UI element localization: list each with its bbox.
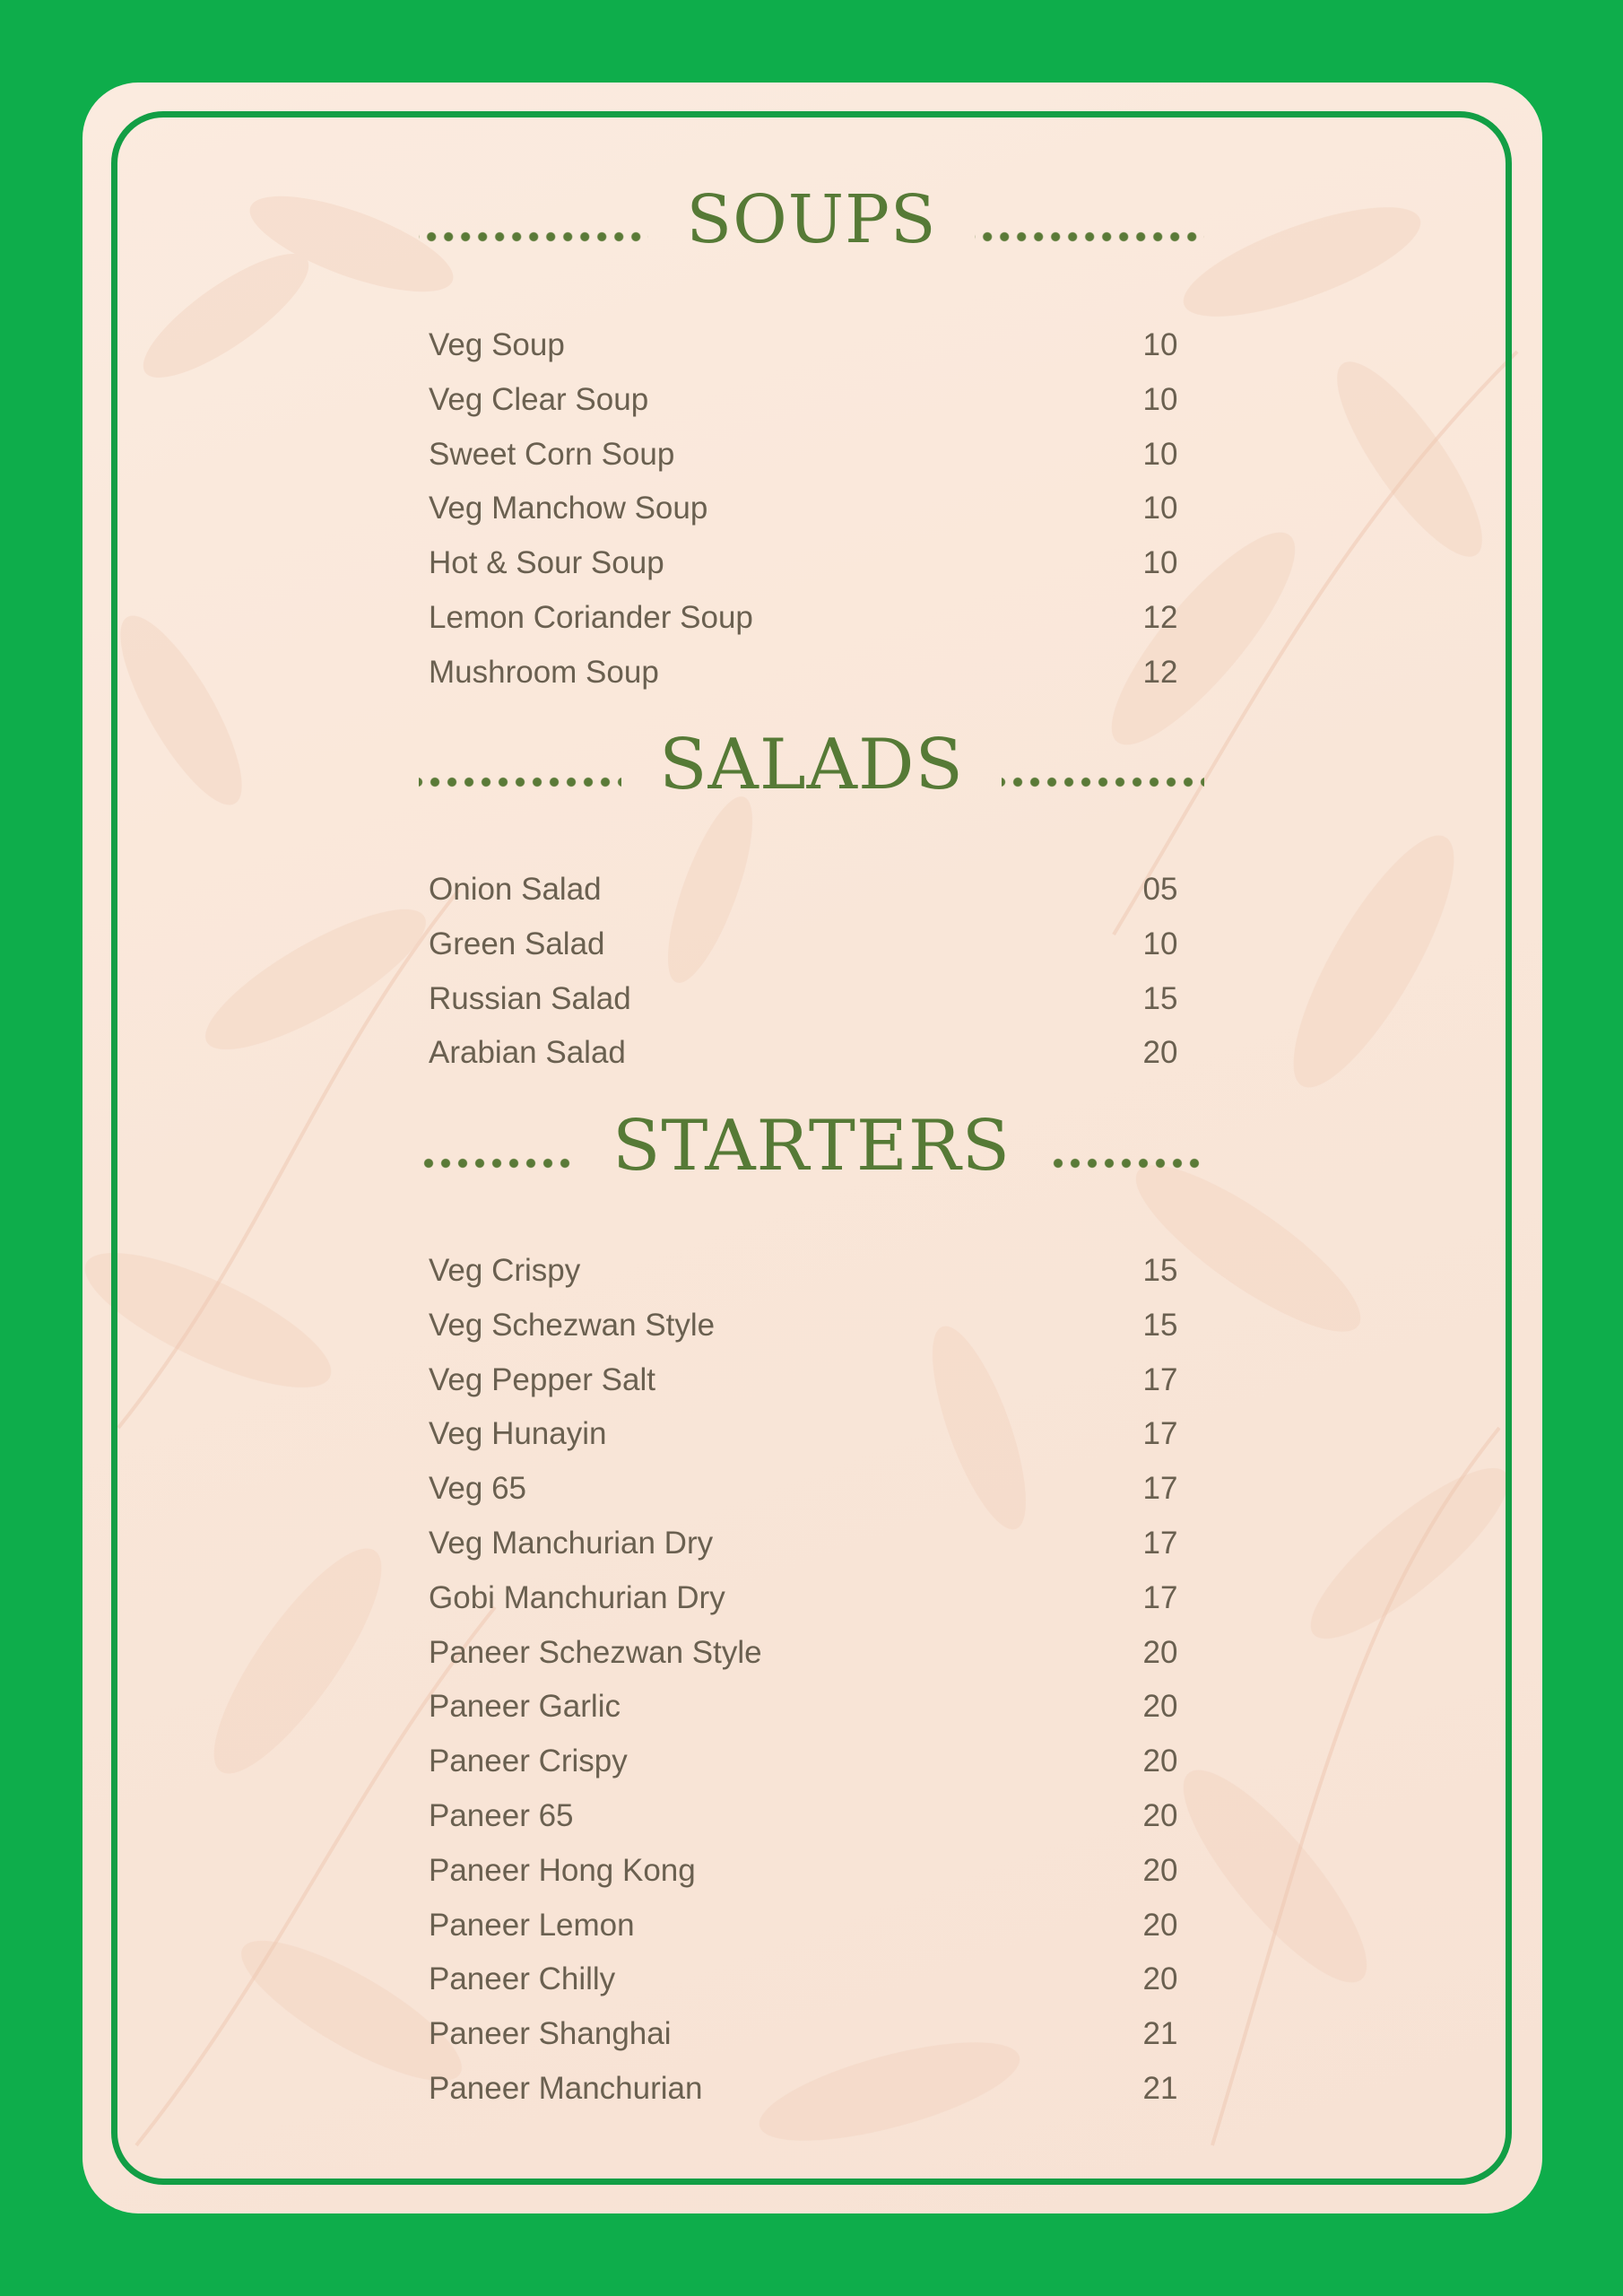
menu-item — [423, 2062, 1196, 2117]
item-price: 20 — [1142, 1852, 1178, 1888]
menu-item — [423, 318, 1196, 373]
soups-heading — [419, 179, 1204, 260]
item-price: 15 — [1142, 1253, 1178, 1288]
item-name: Veg Manchow Soup — [429, 491, 708, 526]
item-price: 15 — [1142, 1307, 1178, 1343]
menu-item — [423, 373, 1196, 428]
section-title-starters: STARTERS — [612, 1106, 1011, 1187]
item-price: 20 — [1142, 1797, 1178, 1833]
item-price: 20 — [1142, 1634, 1178, 1670]
item-name: Sweet Corn Soup — [429, 436, 675, 472]
item-price: 20 — [1142, 1744, 1178, 1779]
menu-item — [423, 863, 1196, 918]
starters-list — [423, 1244, 1196, 2117]
item-name: Veg Soup — [429, 327, 565, 362]
soups-list — [423, 318, 1196, 700]
item-name: Green Salad — [429, 926, 605, 961]
menu-item — [423, 1680, 1196, 1735]
item-name: Paneer Manchurian — [429, 2070, 703, 2106]
menu-item — [423, 918, 1196, 972]
item-price: 17 — [1142, 1416, 1178, 1452]
heading-dots-left — [419, 230, 648, 243]
item-price: 12 — [1142, 599, 1178, 635]
menu-item — [423, 536, 1196, 591]
menu-item — [423, 2007, 1196, 2062]
menu-item — [423, 1462, 1196, 1517]
item-price: 21 — [1142, 2016, 1178, 2052]
menu-item — [423, 1244, 1196, 1299]
item-name: Veg Clear Soup — [429, 381, 649, 417]
item-price: 10 — [1142, 327, 1178, 362]
menu-item — [423, 1844, 1196, 1899]
menu-item — [423, 1899, 1196, 1953]
item-price: 17 — [1142, 1471, 1178, 1507]
menu-item — [423, 1789, 1196, 1844]
menu-item — [423, 1626, 1196, 1681]
item-name: Paneer Garlic — [429, 1689, 621, 1725]
item-price: 10 — [1142, 491, 1178, 526]
heading-dots-left — [419, 776, 621, 788]
item-name: Russian Salad — [429, 980, 631, 1016]
menu-item — [423, 646, 1196, 700]
item-price: 17 — [1142, 1579, 1178, 1615]
item-name: Onion Salad — [429, 872, 602, 907]
item-name: Hot & Sour Soup — [429, 545, 664, 581]
section-title-salads: SALADS — [659, 725, 964, 805]
menu-item — [423, 1517, 1196, 1571]
salads-list — [423, 863, 1196, 1081]
item-name: Paneer Schezwan Style — [429, 1634, 762, 1670]
item-price: 21 — [1142, 2070, 1178, 2106]
item-name: Gobi Manchurian Dry — [429, 1579, 725, 1615]
item-name: Paneer Crispy — [429, 1744, 628, 1779]
item-name: Veg 65 — [429, 1471, 526, 1507]
item-price: 15 — [1142, 980, 1178, 1016]
item-name: Lemon Coriander Soup — [429, 599, 753, 635]
item-name: Mushroom Soup — [429, 654, 659, 690]
menu-item — [423, 1026, 1196, 1081]
item-price: 20 — [1142, 1035, 1178, 1071]
item-price: 05 — [1142, 872, 1178, 907]
item-price: 20 — [1142, 1907, 1178, 1943]
item-price: 17 — [1142, 1361, 1178, 1397]
item-name: Veg Schezwan Style — [429, 1307, 716, 1343]
item-name: Paneer Hong Kong — [429, 1852, 696, 1888]
salads-heading — [419, 725, 1204, 805]
item-price: 10 — [1142, 381, 1178, 417]
item-price: 20 — [1142, 1961, 1178, 1997]
item-price: 10 — [1142, 926, 1178, 961]
item-name: Arabian Salad — [429, 1035, 626, 1071]
item-name: Paneer Lemon — [429, 1907, 635, 1943]
menu-item — [423, 1571, 1196, 1626]
menu-item — [423, 591, 1196, 646]
item-name: Veg Hunayin — [429, 1416, 607, 1452]
menu-item — [423, 428, 1196, 483]
item-name: Veg Manchurian Dry — [429, 1525, 714, 1561]
menu-item — [423, 972, 1196, 1027]
item-price: 12 — [1142, 654, 1178, 690]
menu-item — [423, 1299, 1196, 1353]
item-name: Veg Pepper Salt — [429, 1361, 655, 1397]
heading-dots-right — [1002, 776, 1204, 788]
item-price: 17 — [1142, 1525, 1178, 1561]
section-title-soups: SOUPS — [686, 181, 937, 258]
menu-item — [423, 482, 1196, 536]
item-name: Paneer Shanghai — [429, 2016, 672, 2052]
item-price: 10 — [1142, 436, 1178, 472]
heading-dots-right — [1048, 1157, 1204, 1170]
menu-item — [423, 1407, 1196, 1462]
item-price: 10 — [1142, 545, 1178, 581]
menu-item — [423, 1952, 1196, 2007]
heading-dots-left — [419, 1157, 575, 1170]
menu-item — [423, 1735, 1196, 1789]
menu-item — [423, 1353, 1196, 1408]
heading-dots-right — [975, 230, 1204, 243]
item-name: Paneer 65 — [429, 1797, 574, 1833]
item-name: Veg Crispy — [429, 1253, 581, 1288]
starters-heading — [419, 1106, 1204, 1187]
item-price: 20 — [1142, 1689, 1178, 1725]
item-name: Paneer Chilly — [429, 1961, 616, 1997]
